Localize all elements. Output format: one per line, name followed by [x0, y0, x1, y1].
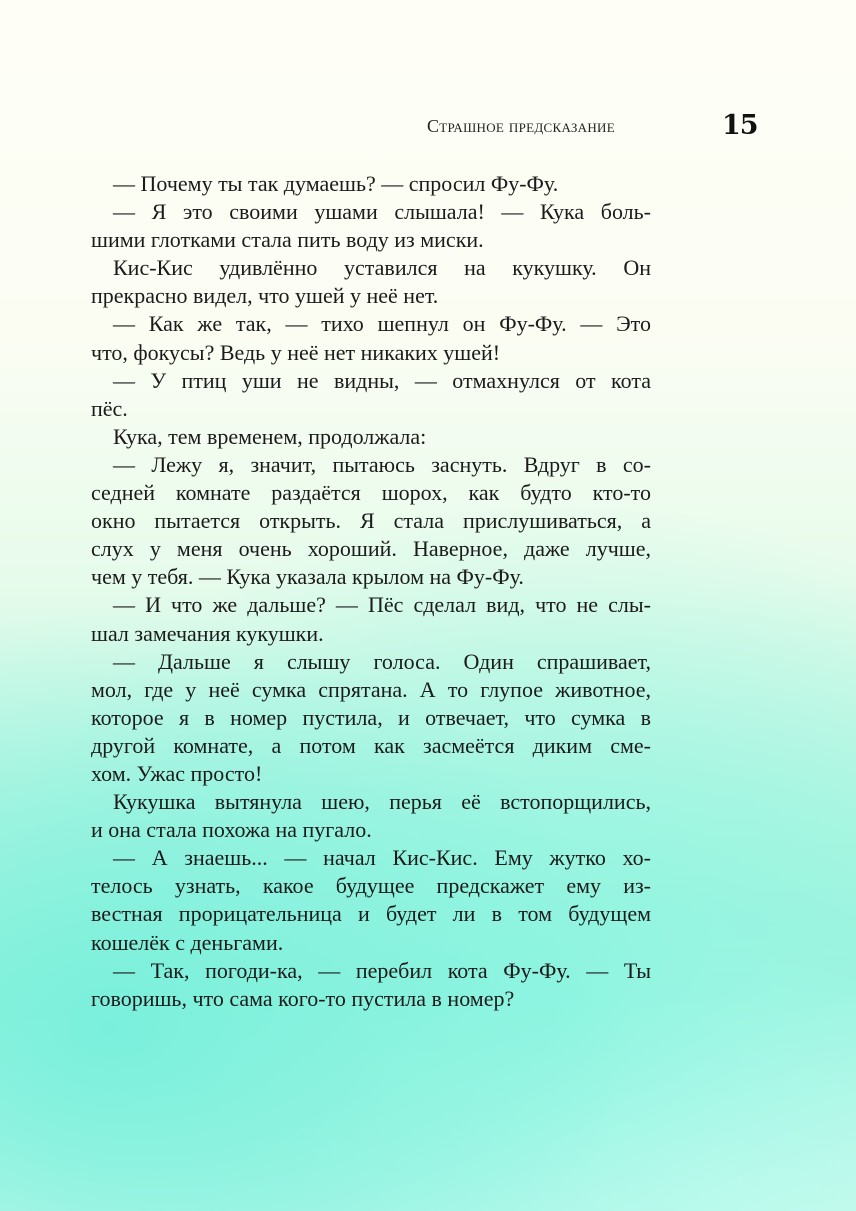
- text-line: Кука, тем временем, продолжала:: [91, 423, 427, 449]
- text-line: слух у меня очень хороший. Наверное, даже лучше,: [91, 536, 651, 562]
- story-text: [91, 170, 651, 1013]
- text-line: говоришь, что сама кого-то пустила в номер?: [91, 985, 515, 1011]
- running-head-title: Страшное предсказание: [427, 116, 615, 136]
- text-line: — У птиц уши не видны, — отмахнулся от кота: [91, 367, 651, 393]
- text-line: которое я в номер пустила, и отвечает, что сумка в: [91, 704, 651, 730]
- text-line: и она стала похожа на пугало.: [91, 817, 372, 843]
- text-line: вестная прорицательница и будет ли в том будущем: [91, 901, 651, 927]
- text-line: — Я это своими ушами слышала! — Кука боль-: [91, 199, 651, 225]
- text-line: — Лежу я, значит, пытаюсь заснуть. Вдруг в со-: [91, 451, 651, 477]
- page-number: 15: [722, 110, 758, 141]
- text-line: другой комнате, а потом как засмеётся диким сме-: [91, 732, 651, 758]
- text-line: — Так, погоди-ка, — перебил кота Фу-Фу. — Ты: [91, 957, 651, 983]
- text-line: — А знаешь... — начал Кис-Кис. Ему жутко хо-: [91, 845, 651, 871]
- text-line: шал замечания кукушки.: [91, 620, 324, 646]
- text-line: что, фокусы? Ведь у неё нет никаких ушей!: [91, 339, 501, 365]
- text-line: окно пытается открыть. Я стала прислушиваться, а: [91, 508, 651, 534]
- text-line: пёс.: [91, 395, 128, 421]
- text-line: Кис-Кис удивлённо уставился на кукушку. Он: [91, 255, 651, 281]
- text-line: — Почему ты так думаешь? — спросил Фу-Фу.: [91, 171, 559, 196]
- text-line: — И что же дальше? — Пёс сделал вид, что не слы-: [91, 592, 651, 618]
- text-line: прекрасно видел, что ушей у неё нет.: [91, 283, 439, 309]
- text-line: Кукушка вытянула шею, перья её встопорщились,: [91, 789, 651, 815]
- text-line: мол, где у неё сумка спрятана. А то глупое животное,: [91, 676, 651, 702]
- text-line: — Дальше я слышу голоса. Один спрашивает,: [91, 648, 651, 674]
- text-line: телось узнать, какое будущее предскажет ему из-: [91, 873, 651, 899]
- text-line: — Как же так, — тихо шепнул он Фу-Фу. — Это: [91, 311, 651, 337]
- text-line: хом. Ужас просто!: [91, 760, 263, 786]
- text-line: шими глотками стала пить воду из миски.: [91, 227, 484, 253]
- text-line: седней комнате раздаётся шорох, как будто кто-то: [91, 480, 651, 506]
- text-line: кошелёк с деньгами.: [91, 929, 284, 955]
- text-line: чем у тебя. — Кука указала крылом на Фу-Фу.: [91, 564, 524, 590]
